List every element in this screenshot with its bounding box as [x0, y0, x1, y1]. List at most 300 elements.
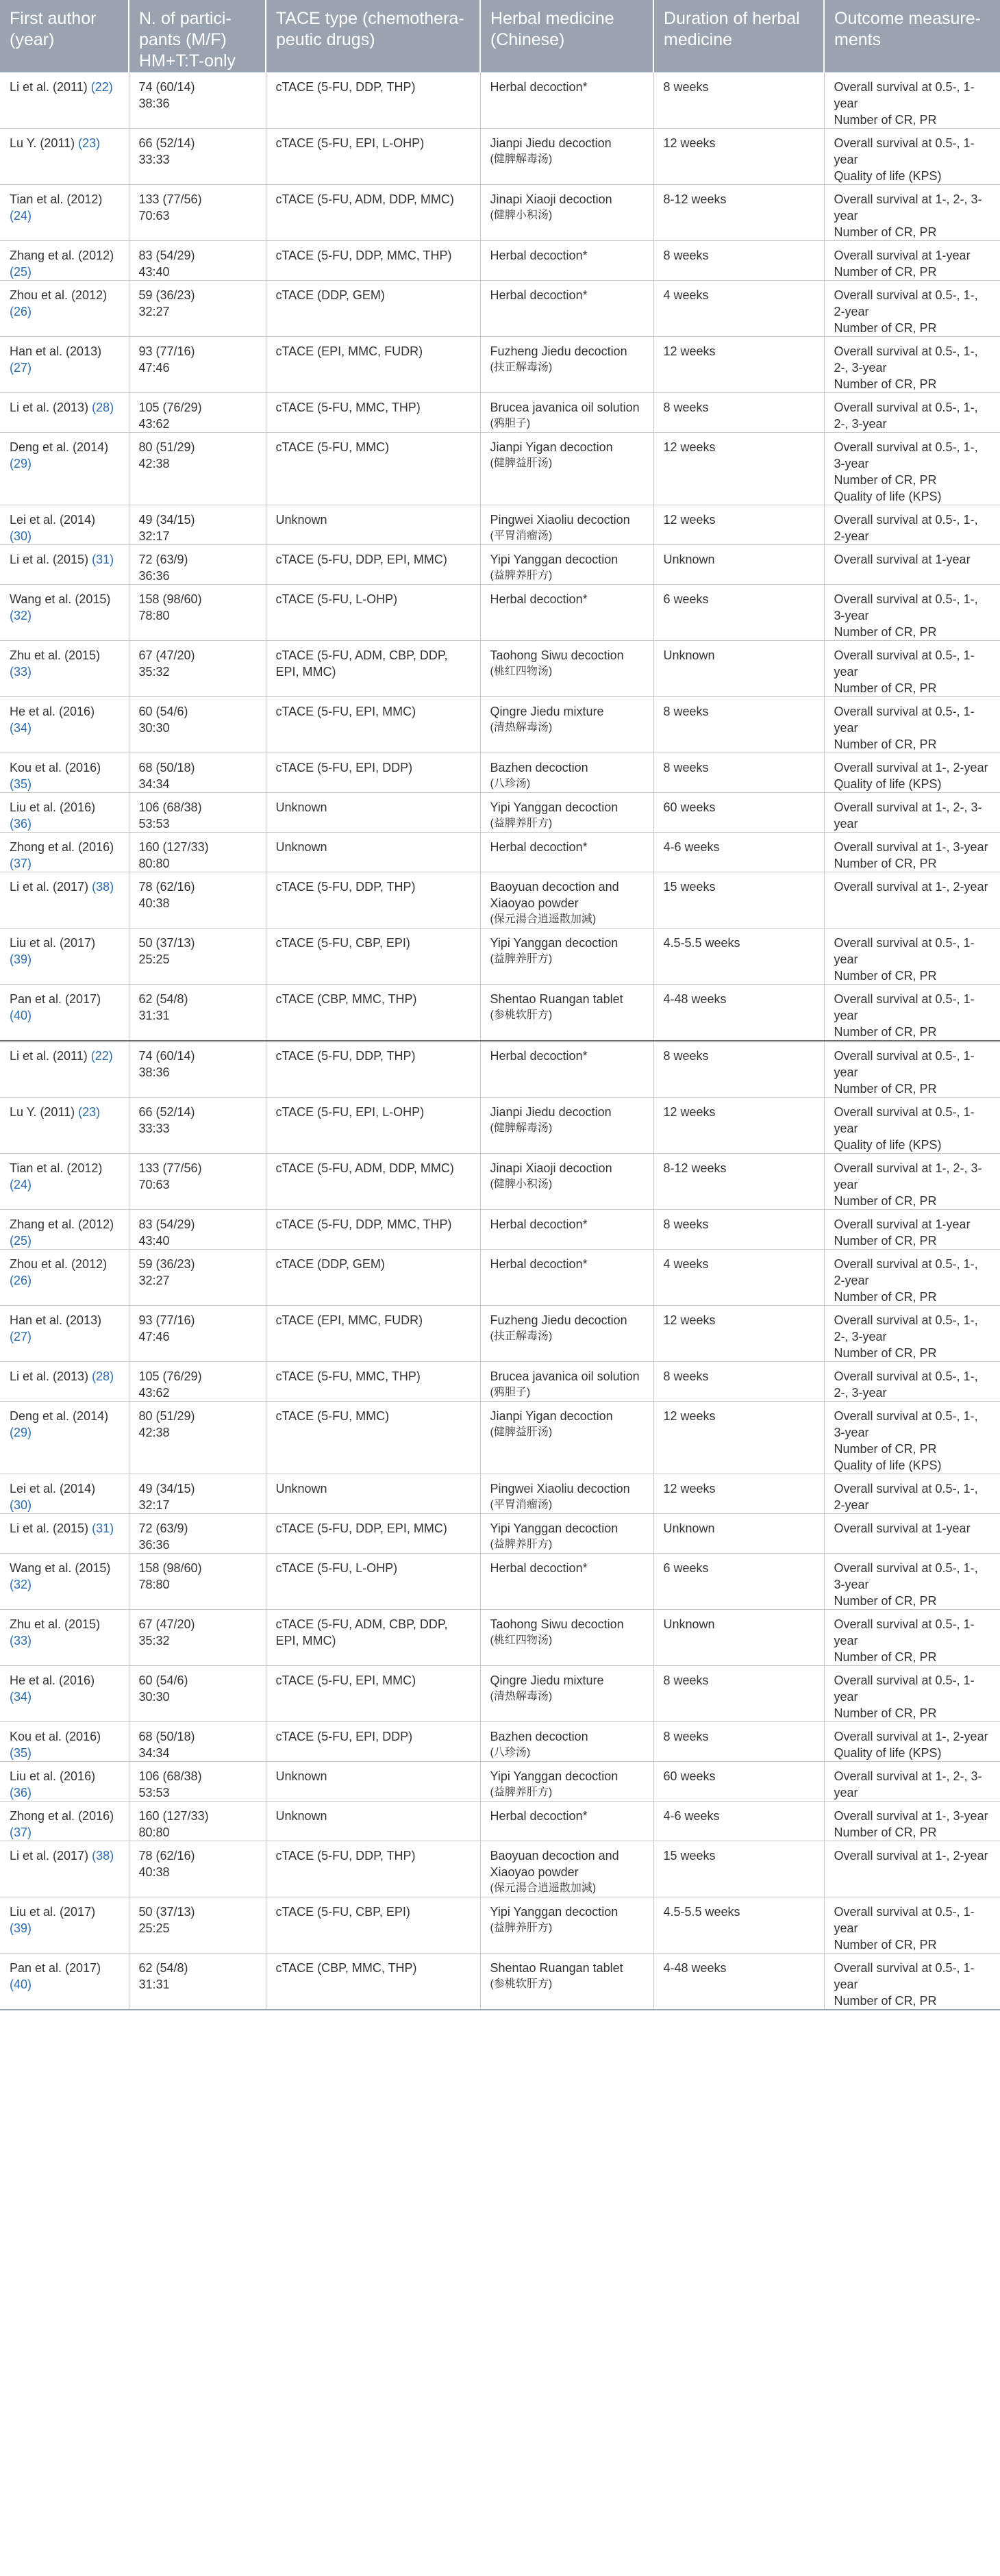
herb-name: Jianpi Yigan decoction — [490, 440, 613, 454]
reference-link[interactable]: (35) — [10, 777, 32, 791]
cell-duration: 12 weeks — [653, 1474, 824, 1514]
herb-chinese-name: (健脾解毒汤) — [490, 1122, 553, 1134]
participants-ratio: 43:40 — [138, 1234, 170, 1248]
table-row — [0, 1154, 1000, 1210]
reference-link[interactable]: (22) — [90, 1049, 113, 1063]
outcome-item: Overall survival at 0.5-, 1-year — [834, 1674, 975, 1704]
participants-total: 72 (63/9) — [138, 553, 188, 566]
reference-link[interactable]: (30) — [10, 1498, 32, 1512]
cell-author — [0, 585, 129, 641]
author-name: Li et al. (2015) — [10, 553, 89, 566]
outcome-item: Overall survival at 0.5-, 1-, 2-year — [834, 513, 978, 543]
outcome-item: Number of CR, PR — [834, 1938, 937, 1952]
reference-link[interactable]: (40) — [10, 1009, 32, 1022]
participants-ratio: 31:31 — [138, 1009, 170, 1022]
author-name: Zhu et al. (2015) — [10, 648, 101, 662]
outcome-item: Number of CR, PR — [834, 1234, 937, 1248]
cell-duration: 8 weeks — [653, 697, 824, 753]
reference-link[interactable]: (25) — [10, 265, 32, 279]
table-row — [0, 1098, 1000, 1154]
cell-author — [0, 1762, 129, 1802]
herb-name: Qingre Jiedu mixture — [490, 1674, 604, 1687]
reference-link[interactable]: (37) — [10, 857, 32, 870]
cell-tace-type: Unknown — [266, 833, 480, 872]
reference-link[interactable]: (23) — [78, 136, 101, 150]
herb-chinese-name: (清热解毒汤) — [490, 1691, 553, 1702]
cell-outcomes — [824, 1154, 1000, 1210]
outcome-item: Overall survival at 0.5-, 1-, 2-year — [834, 288, 978, 318]
cell-participants — [129, 1474, 266, 1514]
cell-herbal-medicine — [480, 697, 653, 753]
cell-participants — [129, 1362, 266, 1402]
reference-link[interactable]: (33) — [10, 1634, 32, 1647]
participants-total: 66 (52/14) — [138, 1105, 195, 1119]
outcome-item: Overall survival at 0.5-, 1-year — [834, 705, 975, 735]
table-body — [0, 73, 1000, 2010]
cell-author — [0, 1610, 129, 1666]
outcome-item: Overall survival at 1-, 2-year — [834, 761, 988, 774]
outcome-item: Number of CR, PR — [834, 625, 937, 639]
participants-ratio: 43:62 — [138, 1386, 170, 1400]
author-name: Zhong et al. (2016) — [10, 840, 114, 854]
participants-ratio: 25:25 — [138, 952, 170, 966]
author-name: Zhong et al. (2016) — [10, 1809, 114, 1823]
cell-author — [0, 1041, 129, 1098]
outcome-item: Quality of life (KPS) — [834, 777, 942, 791]
cell-herbal-medicine — [480, 1762, 653, 1802]
outcome-item: Overall survival at 0.5-, 1-, 2-year — [834, 1257, 978, 1287]
cell-tace-type: cTACE (5-FU, DDP, THP) — [266, 872, 480, 929]
cell-herbal-medicine — [480, 281, 653, 337]
cell-herbal-medicine — [480, 185, 653, 241]
herb-chinese-name: (益脾养肝方) — [490, 953, 553, 965]
participants-total: 62 (54/8) — [138, 1961, 188, 1975]
cell-participants — [129, 1954, 266, 2010]
participants-ratio: 33:33 — [138, 153, 170, 166]
cell-duration: 60 weeks — [653, 793, 824, 833]
participants-ratio: 35:32 — [138, 1634, 170, 1647]
participants-total: 66 (52/14) — [138, 136, 195, 150]
herb-name: Shentao Ruangan tablet — [490, 1961, 623, 1975]
outcome-item: Overall survival at 0.5-, 1-year — [834, 648, 975, 679]
participants-ratio: 53:53 — [138, 1786, 170, 1800]
cell-author — [0, 393, 129, 433]
cell-author — [0, 337, 129, 393]
cell-outcomes — [824, 73, 1000, 129]
cell-author — [0, 793, 129, 833]
cell-duration: 8 weeks — [653, 1362, 824, 1402]
cell-participants — [129, 985, 266, 1041]
participants-total: 59 (36/23) — [138, 288, 195, 302]
cell-tace-type: cTACE (5-FU, EPI, DDP) — [266, 753, 480, 793]
reference-link[interactable]: (27) — [10, 1330, 32, 1343]
outcome-item: Number of CR, PR — [834, 737, 937, 751]
participants-ratio: 32:27 — [138, 1274, 170, 1287]
outcome-item: Overall survival at 1-, 3-year — [834, 840, 988, 854]
cell-author — [0, 1306, 129, 1362]
cell-participants — [129, 872, 266, 929]
cell-duration: Unknown — [653, 1610, 824, 1666]
reference-link[interactable]: (34) — [10, 721, 32, 735]
cell-outcomes — [824, 1610, 1000, 1666]
participants-total: 72 (63/9) — [138, 1521, 188, 1535]
reference-link[interactable]: (38) — [92, 1849, 114, 1862]
reference-link[interactable]: (36) — [10, 817, 32, 831]
reference-link[interactable]: (31) — [92, 1521, 114, 1535]
outcome-item: Number of CR, PR — [834, 1290, 937, 1304]
participants-total: 50 (37/13) — [138, 936, 195, 950]
cell-herbal-medicine — [480, 585, 653, 641]
cell-duration: 4-48 weeks — [653, 1954, 824, 2010]
participants-ratio: 32:17 — [138, 1498, 170, 1512]
outcome-item: Number of CR, PR — [834, 113, 937, 127]
table-row — [0, 185, 1000, 241]
reference-link[interactable]: (22) — [90, 80, 113, 94]
herb-name: Yipi Yanggan decoction — [490, 800, 618, 814]
cell-duration: 8 weeks — [653, 1666, 824, 1722]
reference-link[interactable]: (29) — [10, 1426, 32, 1439]
cell-outcomes — [824, 129, 1000, 185]
cell-author — [0, 505, 129, 545]
outcome-item: Number of CR, PR — [834, 1442, 937, 1456]
reference-link[interactable]: (34) — [10, 1690, 32, 1704]
outcome-item: Overall survival at 0.5-, 1-, 2-, 3-year — [834, 1369, 978, 1400]
cell-participants — [129, 793, 266, 833]
participants-ratio: 80:80 — [138, 857, 170, 870]
reference-link[interactable]: (30) — [10, 529, 32, 543]
herb-name: Taohong Siwu decoction — [490, 1617, 624, 1631]
participants-total: 106 (68/38) — [138, 800, 202, 814]
cell-author — [0, 753, 129, 793]
cell-herbal-medicine — [480, 753, 653, 793]
cell-author — [0, 1210, 129, 1250]
cell-tace-type: cTACE (DDP, GEM) — [266, 281, 480, 337]
cell-duration: 8 weeks — [653, 241, 824, 281]
cell-tace-type: cTACE (5-FU, EPI, L-OHP) — [266, 129, 480, 185]
reference-link[interactable]: (38) — [92, 880, 114, 894]
table-row — [0, 1762, 1000, 1802]
participants-ratio: 30:30 — [138, 721, 170, 735]
cell-participants — [129, 1250, 266, 1306]
cell-outcomes — [824, 1666, 1000, 1722]
herb-chinese-name: (八珍汤) — [490, 1747, 531, 1758]
herb-name: Yipi Yanggan decoction — [490, 1905, 618, 1919]
reference-link[interactable]: (28) — [92, 401, 114, 414]
outcome-item: Overall survival at 0.5-, 1-year — [834, 936, 975, 966]
author-name: Li et al. (2011) — [10, 80, 88, 94]
cell-author — [0, 1954, 129, 2010]
cell-participants — [129, 1610, 266, 1666]
table-row — [0, 393, 1000, 433]
cell-outcomes — [824, 393, 1000, 433]
cell-herbal-medicine — [480, 985, 653, 1041]
cell-participants — [129, 1762, 266, 1802]
cell-herbal-medicine — [480, 1362, 653, 1402]
herb-name: Jianpi Jiedu decoction — [490, 1105, 612, 1119]
author-name: Deng et al. (2014) — [10, 1409, 109, 1423]
herb-name: Herbal decoction* — [490, 1809, 588, 1823]
cell-participants — [129, 433, 266, 505]
cell-herbal-medicine — [480, 1841, 653, 1897]
table-row — [0, 929, 1000, 985]
cell-duration: 4 weeks — [653, 1250, 824, 1306]
author-name: Han et al. (2013) — [10, 1313, 102, 1327]
cell-herbal-medicine — [480, 1954, 653, 2010]
cell-duration: 6 weeks — [653, 1554, 824, 1610]
herb-name: Yipi Yanggan decoction — [490, 936, 618, 950]
cell-tace-type: cTACE (5-FU, EPI, DDP) — [266, 1722, 480, 1762]
author-name: Lei et al. (2014) — [10, 513, 96, 527]
participants-total: 74 (60/14) — [138, 1049, 195, 1063]
cell-duration: Unknown — [653, 641, 824, 697]
participants-ratio: 80:80 — [138, 1826, 170, 1839]
cell-herbal-medicine — [480, 1250, 653, 1306]
author-name: Wang et al. (2015) — [10, 1561, 111, 1575]
cell-herbal-medicine — [480, 1514, 653, 1554]
cell-participants — [129, 585, 266, 641]
outcome-item: Overall survival at 1-, 2-, 3-year — [834, 1769, 982, 1800]
cell-duration: 8-12 weeks — [653, 1154, 824, 1210]
cell-outcomes — [824, 1841, 1000, 1897]
herb-name: Jianpi Jiedu decoction — [490, 136, 612, 150]
outcome-item: Quality of life (KPS) — [834, 1746, 942, 1760]
herb-name: Pingwei Xiaoliu decoction — [490, 513, 630, 527]
table-row — [0, 1514, 1000, 1554]
author-name: Zhou et al. (2012) — [10, 288, 108, 302]
outcome-item: Number of CR, PR — [834, 1082, 937, 1096]
reference-link[interactable]: (24) — [10, 1178, 32, 1191]
header-duration: Duration of herbal medicine — [653, 0, 824, 73]
reference-link[interactable]: (26) — [10, 305, 32, 318]
reference-link[interactable]: (28) — [92, 1369, 114, 1383]
outcome-item: Number of CR, PR — [834, 1826, 937, 1839]
cell-outcomes — [824, 337, 1000, 393]
cell-tace-type: cTACE (5-FU, DDP, THP) — [266, 1841, 480, 1897]
cell-participants — [129, 697, 266, 753]
cell-author — [0, 872, 129, 929]
participants-ratio: 47:46 — [138, 1330, 170, 1343]
cell-author — [0, 281, 129, 337]
cell-tace-type: Unknown — [266, 793, 480, 833]
cell-duration: 4-6 weeks — [653, 1802, 824, 1841]
participants-total: 59 (36/23) — [138, 1257, 195, 1271]
cell-author — [0, 1154, 129, 1210]
participants-total: 83 (54/29) — [138, 249, 195, 262]
table-row — [0, 73, 1000, 129]
participants-ratio: 40:38 — [138, 1865, 170, 1879]
outcome-item: Overall survival at 0.5-, 1-year — [834, 1049, 975, 1079]
table-row — [0, 872, 1000, 929]
cell-duration: 8 weeks — [653, 393, 824, 433]
outcome-item: Overall survival at 0.5-, 1-, 3-year — [834, 592, 978, 622]
cell-participants — [129, 1897, 266, 1954]
outcome-item: Quality of life (KPS) — [834, 1138, 942, 1152]
cell-tace-type: cTACE (CBP, MMC, THP) — [266, 985, 480, 1041]
herb-chinese-name: (益脾养肝方) — [490, 570, 553, 581]
participants-total: 67 (47/20) — [138, 648, 195, 662]
cell-outcomes — [824, 241, 1000, 281]
header-first-author: First author (year) — [0, 0, 129, 73]
cell-tace-type: cTACE (5-FU, DDP, MMC, THP) — [266, 1210, 480, 1250]
reference-link[interactable]: (25) — [10, 1234, 32, 1248]
herb-name: Herbal decoction* — [490, 592, 588, 606]
table-row — [0, 1666, 1000, 1722]
herb-chinese-name: (保元湯合逍遥散加減) — [490, 913, 597, 925]
participants-ratio: 35:32 — [138, 665, 170, 679]
reference-link[interactable]: (31) — [92, 553, 114, 566]
reference-link[interactable]: (35) — [10, 1746, 32, 1760]
outcome-item: Overall survival at 1-, 2-year — [834, 1730, 988, 1743]
cell-participants — [129, 241, 266, 281]
author-name: Han et al. (2013) — [10, 344, 102, 358]
cell-herbal-medicine — [480, 793, 653, 833]
herb-name: Herbal decoction* — [490, 80, 588, 94]
cell-duration: 12 weeks — [653, 337, 824, 393]
reference-link[interactable]: (32) — [10, 1578, 32, 1591]
outcome-item: Number of CR, PR — [834, 1346, 937, 1360]
cell-participants — [129, 1841, 266, 1897]
outcome-item: Overall survival at 0.5-, 1-, 3-year — [834, 1561, 978, 1591]
cell-participants — [129, 1722, 266, 1762]
cell-outcomes — [824, 1041, 1000, 1098]
author-name: Zhou et al. (2012) — [10, 1257, 108, 1271]
herb-name: Jinapi Xiaoji decoction — [490, 192, 612, 206]
herb-name: Fuzheng Jiedu decoction — [490, 344, 627, 358]
table-row — [0, 1474, 1000, 1514]
author-name: He et al. (2016) — [10, 705, 95, 718]
cell-tace-type: cTACE (EPI, MMC, FUDR) — [266, 337, 480, 393]
cell-duration: 4-48 weeks — [653, 985, 824, 1041]
cell-duration: 4-6 weeks — [653, 833, 824, 872]
reference-link[interactable]: (37) — [10, 1826, 32, 1839]
reference-link[interactable]: (26) — [10, 1274, 32, 1287]
cell-participants — [129, 753, 266, 793]
cell-participants — [129, 1514, 266, 1554]
reference-link[interactable]: (32) — [10, 609, 32, 622]
cell-duration: 8 weeks — [653, 1041, 824, 1098]
cell-herbal-medicine — [480, 241, 653, 281]
table-row — [0, 1210, 1000, 1250]
cell-herbal-medicine — [480, 1154, 653, 1210]
cell-outcomes — [824, 281, 1000, 337]
cell-duration: 12 weeks — [653, 129, 824, 185]
reference-link[interactable]: (40) — [10, 1978, 32, 1991]
outcome-item: Number of CR, PR — [834, 1194, 937, 1208]
reference-link[interactable]: (24) — [10, 209, 32, 223]
herb-name: Pingwei Xiaoliu decoction — [490, 1482, 630, 1495]
outcome-item: Overall survival at 0.5-, 1-year — [834, 1961, 975, 1991]
cell-participants — [129, 641, 266, 697]
reference-link[interactable]: (23) — [78, 1105, 101, 1119]
cell-duration: 15 weeks — [653, 1841, 824, 1897]
participants-ratio: 47:46 — [138, 361, 170, 375]
participants-total: 60 (54/6) — [138, 1674, 188, 1687]
cell-author — [0, 129, 129, 185]
reference-link[interactable]: (27) — [10, 361, 32, 375]
participants-total: 80 (51/29) — [138, 440, 195, 454]
author-name: Li et al. (2013) — [10, 401, 89, 414]
table-row — [0, 1722, 1000, 1762]
participants-total: 106 (68/38) — [138, 1769, 202, 1783]
cell-outcomes — [824, 1250, 1000, 1306]
cell-tace-type: Unknown — [266, 1474, 480, 1514]
herb-chinese-name: (益脾养肝方) — [490, 1539, 553, 1550]
herb-chinese-name: (鸦胆子) — [490, 1387, 531, 1398]
cell-outcomes — [824, 697, 1000, 753]
cell-tace-type: cTACE (5-FU, L-OHP) — [266, 585, 480, 641]
participants-ratio: 34:34 — [138, 1746, 170, 1760]
table-row — [0, 1897, 1000, 1954]
participants-total: 50 (37/13) — [138, 1905, 195, 1919]
outcome-item: Number of CR, PR — [834, 1594, 937, 1608]
cell-herbal-medicine — [480, 929, 653, 985]
reference-link[interactable]: (36) — [10, 1786, 32, 1800]
reference-link[interactable]: (33) — [10, 665, 32, 679]
cell-outcomes — [824, 545, 1000, 585]
cell-tace-type: Unknown — [266, 1762, 480, 1802]
cell-duration: 8-12 weeks — [653, 185, 824, 241]
participants-total: 158 (98/60) — [138, 1561, 202, 1575]
author-name: Li et al. (2015) — [10, 1521, 89, 1535]
reference-link[interactable]: (29) — [10, 457, 32, 470]
table-row — [0, 985, 1000, 1041]
participants-ratio: 32:27 — [138, 305, 170, 318]
outcome-item: Overall survival at 1-, 2-, 3-year — [834, 1161, 982, 1191]
participants-total: 133 (77/56) — [138, 1161, 202, 1175]
cell-outcomes — [824, 1762, 1000, 1802]
cell-participants — [129, 1802, 266, 1841]
outcome-item: Overall survival at 1-, 3-year — [834, 1809, 988, 1823]
herb-name: Qingre Jiedu mixture — [490, 705, 604, 718]
author-name: Pan et al. (2017) — [10, 1961, 101, 1975]
participants-ratio: 70:63 — [138, 209, 170, 223]
herb-name: Herbal decoction* — [490, 1217, 588, 1231]
participants-total: 93 (77/16) — [138, 1313, 195, 1327]
table-row — [0, 1554, 1000, 1610]
author-name: Liu et al. (2017) — [10, 1905, 96, 1919]
header-participants: N. of partici-pants (M/F) HM+T:T-only — [129, 0, 266, 73]
cell-participants — [129, 337, 266, 393]
cell-duration: Unknown — [653, 545, 824, 585]
herb-chinese-name: (健脾解毒汤) — [490, 153, 553, 165]
cell-outcomes — [824, 433, 1000, 505]
herb-name: Fuzheng Jiedu decoction — [490, 1313, 627, 1327]
herb-name: Herbal decoction* — [490, 1049, 588, 1063]
cell-tace-type: cTACE (5-FU, DDP, THP) — [266, 1041, 480, 1098]
author-name: Liu et al. (2016) — [10, 1769, 96, 1783]
cell-participants — [129, 1554, 266, 1610]
cell-duration: 8 weeks — [653, 753, 824, 793]
herb-chinese-name: (健脾益肝汤) — [490, 1426, 553, 1438]
herb-name: Baoyuan decoction and Xiaoyao powder — [490, 1849, 619, 1879]
cell-tace-type: Unknown — [266, 505, 480, 545]
cell-author — [0, 697, 129, 753]
table-row — [0, 1802, 1000, 1841]
cell-duration: 6 weeks — [653, 585, 824, 641]
herb-name: Herbal decoction* — [490, 1257, 588, 1271]
participants-total: 60 (54/6) — [138, 705, 188, 718]
outcome-item: Overall survival at 1-, 2-year — [834, 1849, 988, 1862]
participants-total: 160 (127/33) — [138, 840, 209, 854]
reference-link[interactable]: (39) — [10, 1921, 32, 1935]
herb-name: Herbal decoction* — [490, 288, 588, 302]
cell-herbal-medicine — [480, 393, 653, 433]
cell-duration: 12 weeks — [653, 1098, 824, 1154]
cell-outcomes — [824, 505, 1000, 545]
reference-link[interactable]: (39) — [10, 952, 32, 966]
cell-outcomes — [824, 985, 1000, 1041]
author-name: Lu Y. (2011) — [10, 136, 75, 150]
